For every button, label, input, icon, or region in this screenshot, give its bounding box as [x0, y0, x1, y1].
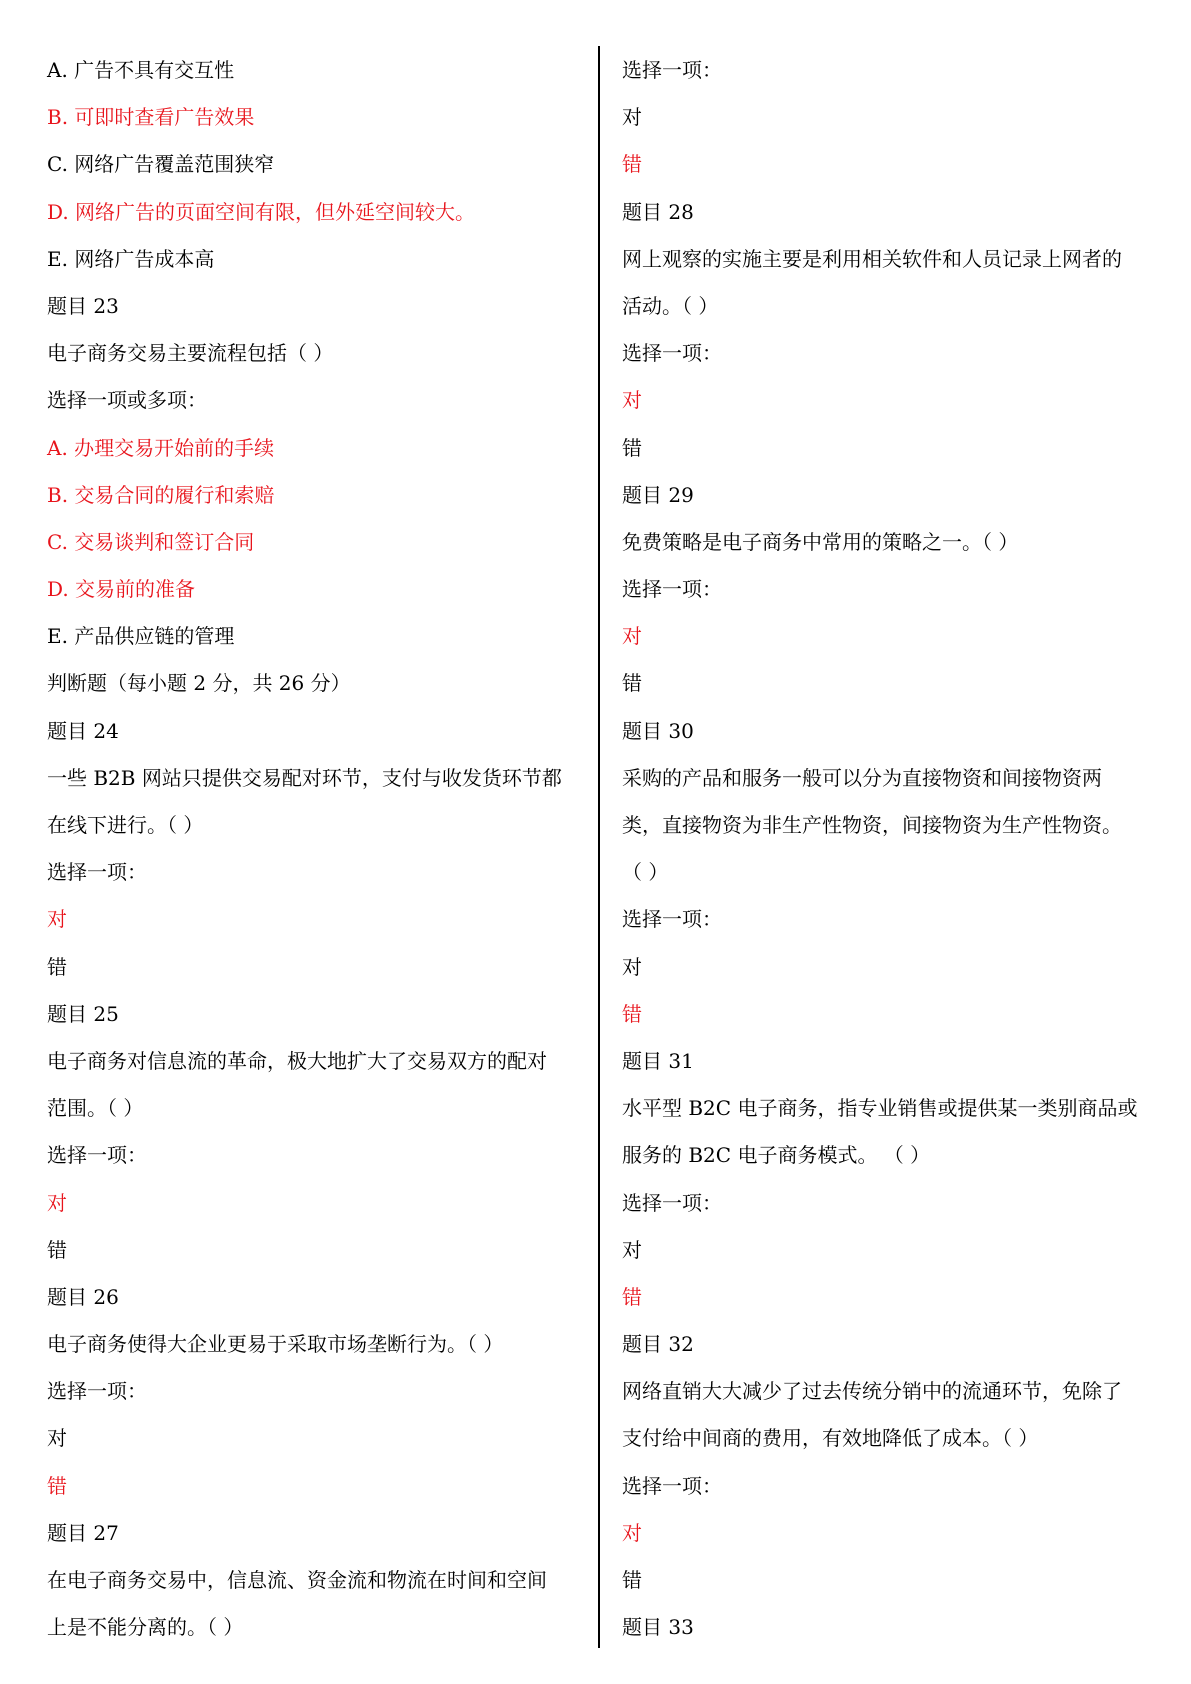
- answer-true-correct: 对: [622, 1520, 642, 1545]
- choice-prompt: 选择一项：: [622, 907, 722, 932]
- question-text: 上是不能分离的。（ ）: [47, 1615, 244, 1640]
- right-column: [622, 50, 1152, 1654]
- question-text: 电子商务交易主要流程包括（ ）: [47, 341, 334, 366]
- option-true: 对: [622, 954, 642, 979]
- answer-false-correct: 错: [622, 1284, 642, 1309]
- choice-prompt: 选择一项或多项：: [47, 388, 207, 413]
- choice-prompt: 选择一项：: [622, 341, 722, 366]
- question-text: 在线下进行。（ ）: [47, 813, 204, 837]
- option: A. 广告不具有交互性: [47, 58, 235, 82]
- question-number: 题目 31: [622, 1048, 694, 1073]
- column-divider: [598, 46, 600, 1648]
- option: C. 网络广告覆盖范围狭窄: [47, 152, 275, 177]
- option-true: 对: [622, 105, 642, 130]
- option-true: 对: [47, 1426, 67, 1451]
- question-number: 题目 33: [622, 1615, 694, 1640]
- question-text: 免费策略是电子商务中常用的策略之一。（ ）: [622, 529, 1019, 554]
- question-text: 电子商务使得大企业更易于采取市场垄断行为。（ ）: [47, 1332, 504, 1357]
- choice-prompt: 选择一项：: [622, 1190, 722, 1215]
- correct-option: D. 交易前的准备: [47, 577, 196, 602]
- option-false: 错: [47, 954, 67, 979]
- question-number: 题目 26: [47, 1284, 119, 1309]
- question-text: 支付给中间商的费用，有效地降低了成本。（ ）: [622, 1426, 1039, 1451]
- question-text: 一些 B2B 网站只提供交易配对环节，支付与收发货环节都: [47, 765, 562, 790]
- correct-option: C. 交易谈判和签订合同: [47, 529, 255, 554]
- answer-false-correct: 错: [622, 152, 642, 177]
- section-heading: 判断题（每小题 2 分，共 26 分）: [47, 671, 351, 696]
- question-text: 服务的 B2C 电子商务模式。 （ ）: [622, 1143, 931, 1168]
- question-number: 题目 28: [622, 199, 694, 224]
- question-text: 采购的产品和服务一般可以分为直接物资和间接物资两: [622, 765, 1102, 790]
- left-column: [47, 50, 592, 1654]
- option-false: 错: [622, 671, 642, 696]
- option-false: 错: [622, 1568, 642, 1592]
- question-number: 题目 25: [47, 1001, 119, 1026]
- question-text: 电子商务对信息流的革命，极大地扩大了交易双方的配对: [47, 1048, 547, 1073]
- choice-prompt: 选择一项：: [622, 58, 722, 82]
- question-text: 网上观察的实施主要是利用相关软件和人员记录上网者的: [622, 246, 1122, 271]
- question-text: 在电子商务交易中，信息流、资金流和物流在时间和空间: [47, 1568, 547, 1592]
- choice-prompt: 选择一项：: [622, 1473, 722, 1498]
- option-false: 错: [622, 435, 642, 460]
- answer-true-correct: 对: [622, 624, 642, 649]
- question-number: 题目 29: [622, 482, 694, 507]
- question-number: 题目 27: [47, 1520, 119, 1545]
- answer-true-correct: 对: [47, 907, 67, 932]
- choice-prompt: 选择一项：: [47, 1143, 147, 1168]
- option-true: 对: [622, 1237, 642, 1262]
- option-false: 错: [47, 1237, 67, 1262]
- choice-prompt: 选择一项：: [47, 1379, 147, 1404]
- question-text: （ ）: [622, 860, 669, 885]
- question-text: 类，直接物资为非生产性物资，间接物资为生产性物资。: [622, 813, 1122, 837]
- question-number: 题目 30: [622, 718, 694, 743]
- correct-option: B. 交易合同的履行和索赔: [47, 482, 275, 507]
- choice-prompt: 选择一项：: [47, 860, 147, 885]
- answer-false-correct: 错: [622, 1001, 642, 1026]
- correct-option: A. 办理交易开始前的手续: [47, 435, 275, 460]
- question-text: 水平型 B2C 电子商务，指专业销售或提供某一类别商品或: [622, 1096, 1138, 1121]
- choice-prompt: 选择一项：: [622, 577, 722, 602]
- question-number: 题目 24: [47, 718, 119, 743]
- option: E. 产品供应链的管理: [47, 624, 235, 649]
- correct-option: D. 网络广告的页面空间有限，但外延空间较大。: [47, 199, 476, 224]
- answer-false-correct: 错: [47, 1473, 67, 1498]
- answer-true-correct: 对: [622, 388, 642, 413]
- answer-true-correct: 对: [47, 1190, 67, 1215]
- question-number: 题目 23: [47, 293, 119, 318]
- option: E. 网络广告成本高: [47, 246, 215, 271]
- question-text: 范围。（ ）: [47, 1096, 144, 1121]
- correct-option: B. 可即时查看广告效果: [47, 105, 255, 130]
- question-text: 网络直销大大减少了过去传统分销中的流通环节，免除了: [622, 1379, 1122, 1404]
- question-number: 题目 32: [622, 1332, 694, 1357]
- question-text: 活动。（ ）: [622, 293, 719, 318]
